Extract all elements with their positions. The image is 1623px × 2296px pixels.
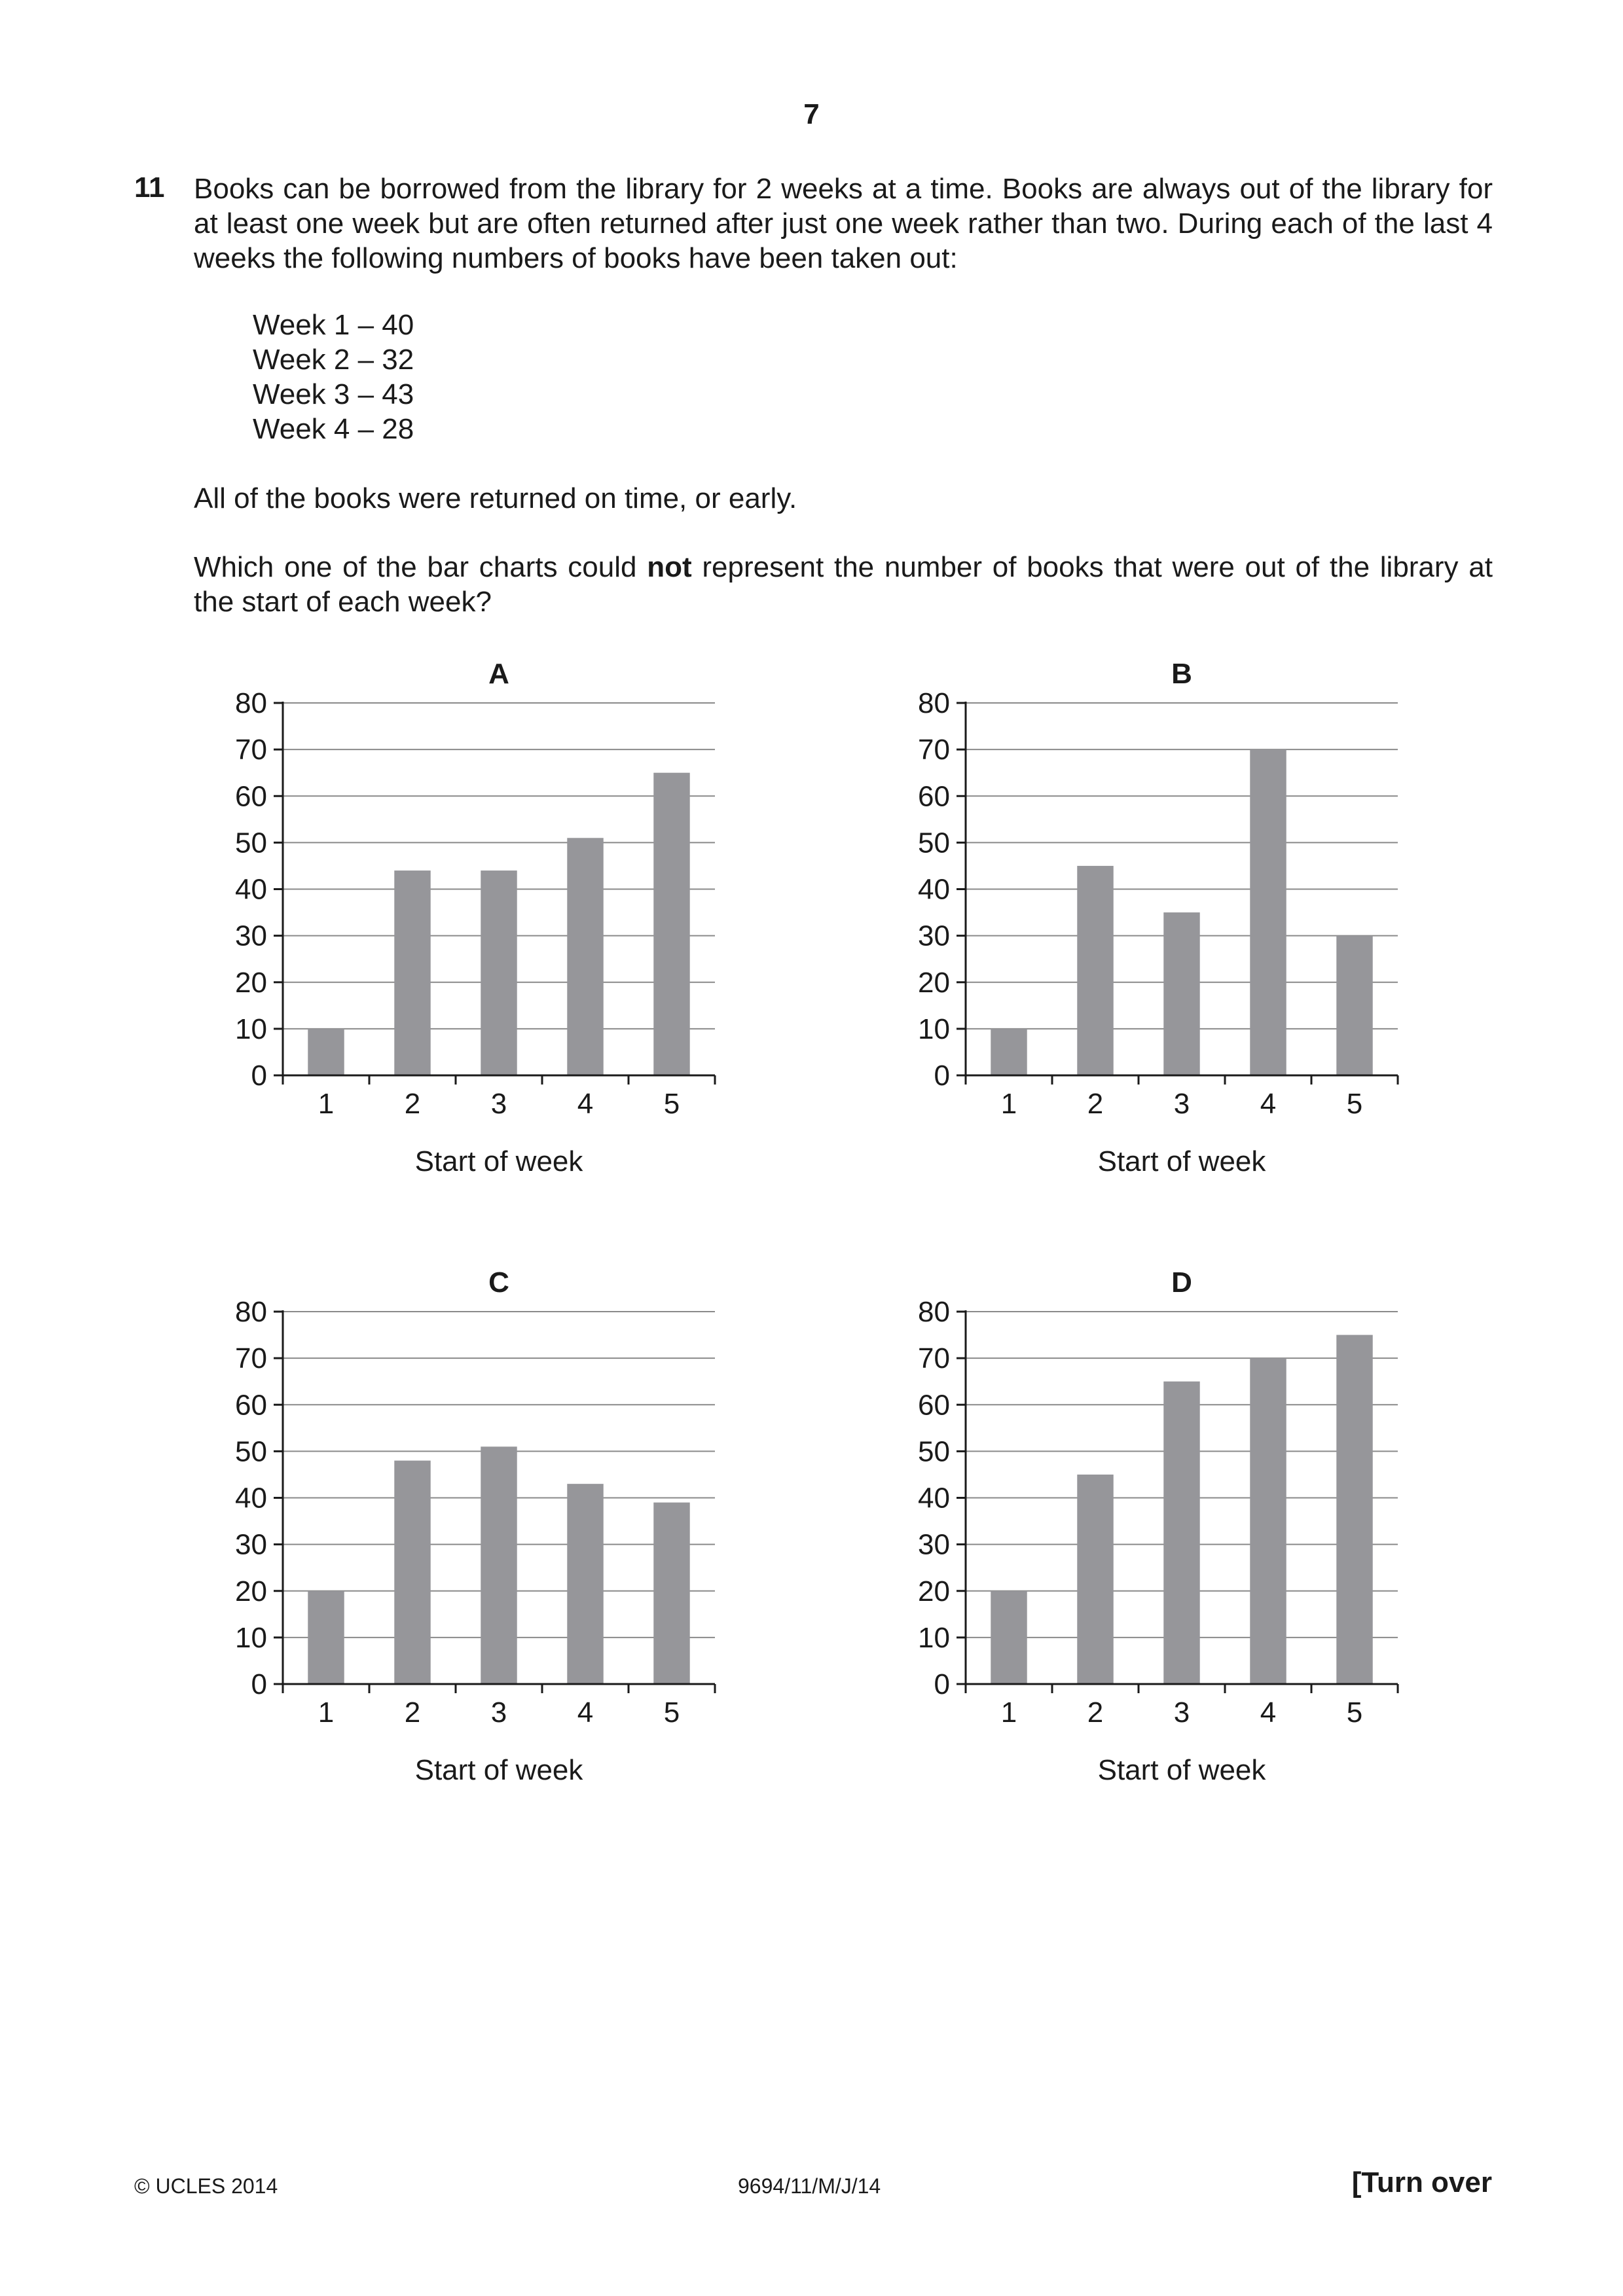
y-tick-label: 20 xyxy=(918,1575,950,1607)
y-tick-label: 0 xyxy=(934,1668,950,1700)
x-tick-label: 5 xyxy=(1346,1696,1363,1729)
bar xyxy=(481,870,517,1075)
week-item: Week 1 – 40 xyxy=(253,309,414,341)
y-tick-label: 60 xyxy=(235,1389,267,1422)
x-axis-label: Start of week xyxy=(1097,1145,1266,1177)
x-tick-label: 3 xyxy=(490,1088,507,1120)
y-tick-label: 80 xyxy=(918,687,950,719)
x-tick-label: 3 xyxy=(1173,1696,1190,1729)
question-text-before: Which one of the bar charts could xyxy=(194,551,647,583)
bar xyxy=(991,1591,1027,1684)
week-item: Week 2 – 32 xyxy=(253,344,414,376)
x-tick-label: 2 xyxy=(1087,1696,1104,1729)
y-tick-label: 20 xyxy=(235,1575,267,1607)
bar xyxy=(1336,936,1372,1075)
y-tick-label: 80 xyxy=(235,1296,267,1328)
bar xyxy=(1163,1382,1199,1684)
week-item: Week 4 – 28 xyxy=(253,413,414,445)
y-tick-label: 70 xyxy=(235,734,267,766)
y-tick-label: 50 xyxy=(235,1435,267,1468)
bar xyxy=(308,1591,344,1684)
bar xyxy=(991,1029,1027,1075)
chart-title: D xyxy=(1171,1266,1192,1299)
x-axis-label: Start of week xyxy=(1097,1754,1266,1786)
y-tick-label: 20 xyxy=(918,966,950,999)
x-axis-label: Start of week xyxy=(414,1754,583,1786)
y-tick-label: 80 xyxy=(918,1296,950,1328)
bar xyxy=(1163,912,1199,1075)
bar xyxy=(653,1503,689,1684)
question-intro: Books can be borrowed from the library for 2 weeks at a time. Books are always out of the library for at least one week but are often returned after just one week rather than two. During each of the last 4 weeks the following numbers of books have been taken out: xyxy=(194,173,1493,274)
y-tick-label: 0 xyxy=(251,1668,267,1700)
question-text-after: represent the number of books that were out of the library at the start of each week? xyxy=(194,551,1493,618)
chart-title: A xyxy=(488,658,509,690)
question-prompt xyxy=(194,550,1493,619)
y-tick-label: 10 xyxy=(235,1621,267,1654)
bar xyxy=(1077,866,1113,1075)
x-tick-label: 5 xyxy=(1346,1088,1363,1120)
y-tick-label: 60 xyxy=(235,780,267,813)
bar xyxy=(1336,1335,1372,1684)
y-tick-label: 0 xyxy=(251,1060,267,1092)
bar-chart xyxy=(216,648,733,1198)
x-tick-label: 4 xyxy=(577,1088,594,1120)
chart-b xyxy=(899,648,1416,1198)
week-item: Week 3 – 43 xyxy=(253,378,414,410)
question-emphasis: not xyxy=(647,551,692,583)
x-tick-label: 1 xyxy=(1000,1088,1017,1120)
y-tick-label: 30 xyxy=(235,920,267,952)
y-tick-label: 30 xyxy=(918,920,950,952)
x-tick-label: 4 xyxy=(577,1696,594,1729)
y-tick-label: 10 xyxy=(918,1621,950,1654)
bar xyxy=(308,1029,344,1075)
bar xyxy=(567,1484,603,1684)
y-tick-label: 70 xyxy=(235,1342,267,1375)
chart-a xyxy=(216,648,733,1198)
x-tick-label: 4 xyxy=(1260,1696,1277,1729)
footer-paper-code: 9694/11/M/J/14 xyxy=(738,2174,881,2198)
x-tick-label: 1 xyxy=(1000,1696,1017,1729)
x-tick-label: 3 xyxy=(1173,1088,1190,1120)
y-tick-label: 30 xyxy=(918,1528,950,1561)
returned-statement: All of the books were returned on time, or early. xyxy=(194,482,797,514)
y-tick-label: 40 xyxy=(918,873,950,906)
question-number: 11 xyxy=(134,171,165,204)
y-tick-label: 70 xyxy=(918,734,950,766)
x-tick-label: 4 xyxy=(1260,1088,1277,1120)
chart-title: B xyxy=(1171,658,1192,690)
y-tick-label: 10 xyxy=(235,1013,267,1045)
y-tick-label: 50 xyxy=(918,827,950,859)
y-tick-label: 80 xyxy=(235,687,267,719)
bar xyxy=(1077,1475,1113,1684)
y-tick-label: 0 xyxy=(934,1060,950,1092)
y-tick-label: 60 xyxy=(918,780,950,813)
chart-c xyxy=(216,1257,733,1806)
x-tick-label: 2 xyxy=(404,1696,421,1729)
x-tick-label: 2 xyxy=(404,1088,421,1120)
y-tick-label: 40 xyxy=(235,1482,267,1515)
chart-d xyxy=(899,1257,1416,1806)
x-tick-label: 1 xyxy=(318,1696,335,1729)
bar xyxy=(394,1461,430,1684)
y-tick-label: 40 xyxy=(235,873,267,906)
chart-title: C xyxy=(488,1266,509,1299)
bar-chart xyxy=(899,1257,1416,1806)
x-tick-label: 3 xyxy=(490,1696,507,1729)
y-tick-label: 40 xyxy=(918,1482,950,1515)
x-tick-label: 5 xyxy=(663,1696,680,1729)
page-number: 7 xyxy=(803,98,820,130)
y-tick-label: 50 xyxy=(235,827,267,859)
y-tick-label: 70 xyxy=(918,1342,950,1375)
footer-copyright: © UCLES 2014 xyxy=(134,2174,278,2198)
bar xyxy=(394,870,430,1075)
y-tick-label: 50 xyxy=(918,1435,950,1468)
bar xyxy=(481,1446,517,1684)
bar xyxy=(567,838,603,1075)
bar xyxy=(1250,1358,1286,1684)
bar-chart xyxy=(899,648,1416,1198)
x-tick-label: 5 xyxy=(663,1088,680,1120)
footer-turn-over: [Turn over xyxy=(1351,2166,1492,2198)
x-tick-label: 2 xyxy=(1087,1088,1104,1120)
x-axis-label: Start of week xyxy=(414,1145,583,1177)
weeks-list xyxy=(253,308,414,446)
y-tick-label: 10 xyxy=(918,1013,950,1045)
bar xyxy=(1250,749,1286,1075)
bar-chart xyxy=(216,1257,733,1806)
bar xyxy=(653,773,689,1075)
x-tick-label: 1 xyxy=(318,1088,335,1120)
y-tick-label: 30 xyxy=(235,1528,267,1561)
y-tick-label: 60 xyxy=(918,1389,950,1422)
y-tick-label: 20 xyxy=(235,966,267,999)
